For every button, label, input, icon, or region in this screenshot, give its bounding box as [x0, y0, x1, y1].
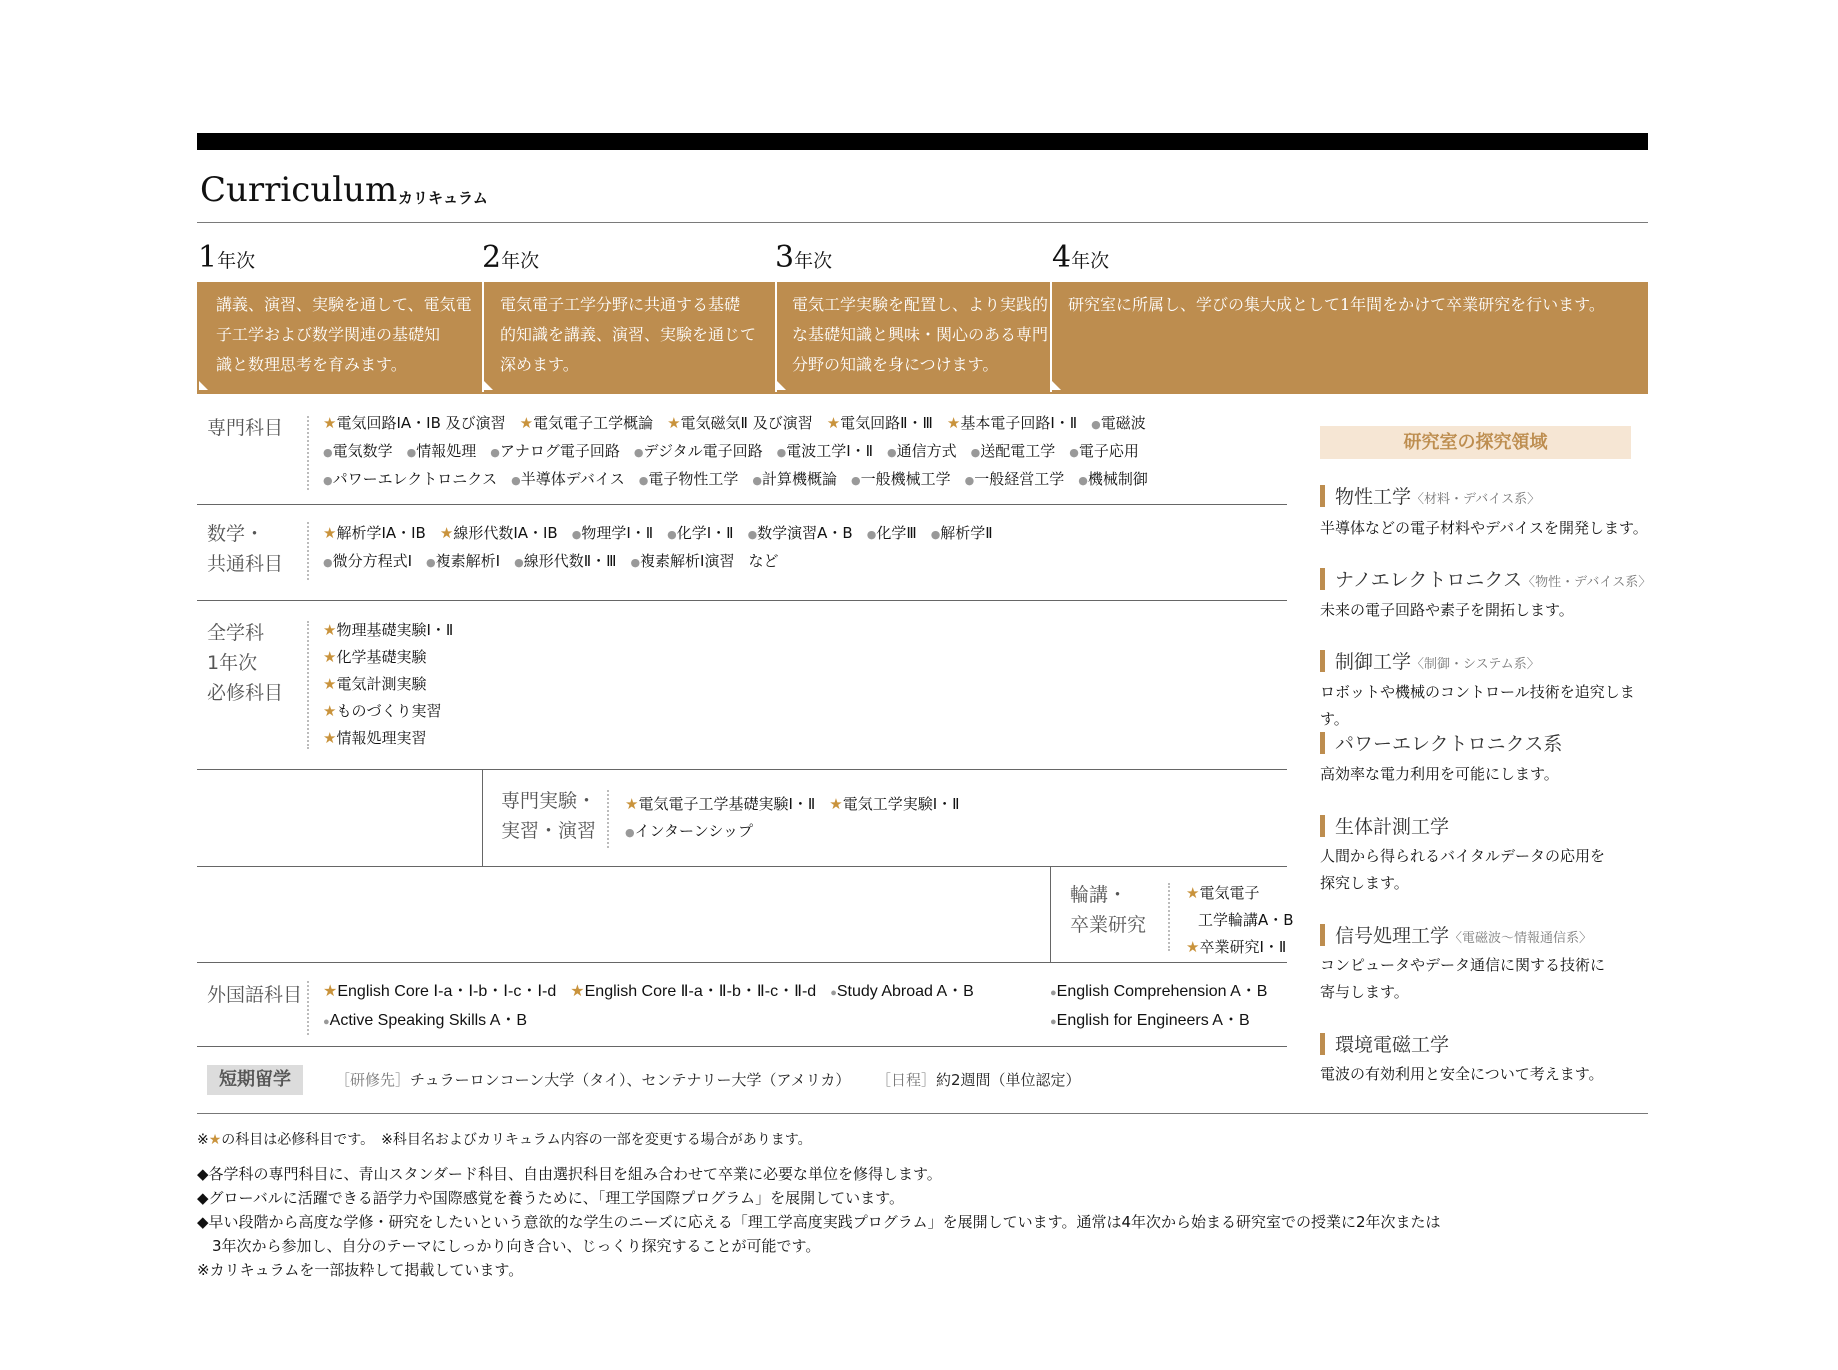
short-study-label: 短期留学 [207, 1065, 303, 1095]
category-label-senmon: 専門科目 [207, 417, 284, 439]
dotted-separator [307, 621, 309, 749]
required-note: ※★の科目は必修科目です。 ※科目名およびカリキュラム内容の一部を変更する場合があります。 [197, 1132, 812, 1148]
band-notch [484, 381, 493, 390]
subject-item: ★English Core Ⅰ-a・Ⅰ-b・Ⅰ-c・Ⅰ-d [323, 983, 557, 1000]
elective-dot-icon: ● [323, 1016, 330, 1028]
band-separator [775, 282, 777, 392]
section-divider [197, 504, 1287, 505]
subject-item: ●English for Engineers A・B [1050, 1012, 1250, 1029]
zengakka-subject-list [323, 617, 467, 752]
dotted-separator [607, 790, 609, 848]
required-star-icon: ★ [1186, 938, 1200, 956]
subject-item: ★電気電子工学基礎実験Ⅰ・Ⅱ [625, 795, 816, 813]
required-star-icon: ★ [667, 414, 681, 432]
subject-item: ★線形代数IA・IB [439, 524, 558, 542]
dotted-separator [307, 416, 309, 490]
band-separator [482, 282, 484, 392]
subject-item: ●情報処理 [406, 442, 477, 460]
dotted-separator [307, 522, 309, 580]
band-underline [197, 392, 1648, 394]
band-notch [1052, 381, 1061, 390]
subject-item: ●微分方程式Ⅰ [323, 552, 413, 570]
required-star-icon: ★ [323, 621, 337, 639]
required-star-icon: ★ [826, 414, 841, 432]
required-star-icon: ★ [323, 524, 337, 542]
subject-item: ★ものづくり実習 [323, 702, 442, 720]
research-area-title: ナノエレクトロニクス〈物性・デバイス系〉 [1320, 565, 1651, 592]
elective-dot-icon: ● [1050, 1016, 1057, 1028]
subject-item: ●Active Speaking Skills A・B [323, 1012, 528, 1029]
section-divider [197, 769, 1287, 770]
subject-item: ●線形代数Ⅱ・Ⅲ [514, 552, 617, 570]
subject-item: ●電子応用 [1069, 442, 1139, 460]
elective-dot-icon: ● [887, 446, 897, 459]
short-study-details: ［研修先］チュラーロンコーン大学（タイ）、センテナリー大学（アメリカ） ［日程］約2週間（単位認定） [335, 1071, 1081, 1089]
subject-item: ●一般経営工学 [964, 470, 1065, 488]
elective-dot-icon: ● [630, 556, 641, 569]
required-star-icon: ★ [625, 795, 639, 813]
subject-item: ●電磁波 [1091, 414, 1146, 432]
sugaku-subject-list [323, 520, 1007, 576]
elective-dot-icon: ● [830, 987, 837, 999]
required-star-icon: ★ [570, 983, 585, 1000]
required-star-icon: ★ [323, 702, 337, 720]
research-area-desc: ロボットや機械のコントロール技術を追究します。 [1320, 683, 1635, 728]
subject-item: 工学輪講A・B [1198, 911, 1294, 929]
band-separator [1050, 282, 1052, 392]
bottom-rule [197, 1113, 1648, 1114]
year-1-heading: 1年次 [198, 240, 256, 275]
title-rule [197, 222, 1648, 223]
subject-item: ●通信方式 [887, 442, 957, 460]
subject-item: ★電気計測実験 [323, 675, 427, 693]
required-star-icon: ★ [1186, 884, 1200, 902]
required-star-icon: ★ [323, 648, 337, 666]
rinko-subject-list [1186, 880, 1308, 961]
elective-dot-icon: ● [571, 528, 582, 541]
elective-dot-icon: ● [625, 826, 635, 839]
required-star-icon: ★ [519, 414, 534, 432]
elective-dot-icon: ● [1069, 446, 1079, 459]
subject-item: ●複素解析Ⅰ演習 [630, 552, 735, 570]
required-star-icon: ★ [323, 983, 338, 1000]
elective-dot-icon: ● [850, 474, 861, 487]
subject-item: ★卒業研究Ⅰ・Ⅱ [1186, 938, 1287, 956]
subject-item: など [748, 552, 779, 570]
category-label-rinko: 輪講・ 卒業研究 [1070, 884, 1147, 936]
subject-item: ★電気回路Ⅱ・Ⅲ [826, 414, 933, 432]
senmon-subject-list [323, 410, 1162, 494]
elective-dot-icon: ● [776, 446, 787, 459]
elective-dot-icon: ● [747, 528, 758, 541]
required-star-icon: ★ [323, 675, 337, 693]
year-2-heading: 2年次 [482, 240, 540, 275]
category-label-gaikokugo: 外国語科目 [207, 984, 303, 1006]
jikken-subject-list [625, 791, 974, 846]
subject-item: ★電気電子工学概論 [519, 414, 654, 432]
year4-start-line [1050, 866, 1051, 962]
elective-dot-icon: ● [406, 446, 417, 459]
subject-item: ★English Core Ⅱ-a・Ⅱ-b・Ⅱ-c・Ⅱ-d [570, 983, 817, 1000]
required-star-icon: ★ [439, 524, 454, 542]
elective-dot-icon: ● [970, 446, 981, 459]
subject-item: ★解析学IA・IB [323, 524, 426, 542]
subject-item: ●物理学Ⅰ・Ⅱ [571, 524, 654, 542]
page-title: Curriculum [200, 170, 398, 210]
research-area-title: 制御工学〈制御・システム系〉 [1320, 647, 1540, 674]
subject-item: ★電気磁気Ⅱ 及び演習 [667, 414, 813, 432]
year-3-description: 電気工学実験を配置し、より実践的 な基礎知識と興味・関心のある専門 分野の知識を身につけます。 [792, 295, 1049, 374]
gaikokugo-subject-list [323, 978, 988, 1036]
elective-dot-icon: ● [930, 528, 941, 541]
subject-item: ★化学基礎実験 [323, 648, 427, 666]
required-star-icon: ★ [829, 795, 843, 813]
research-area-desc: コンピュータやデータ通信に関する技術に 寄与します。 [1320, 956, 1606, 1001]
subject-item: ●化学Ⅲ [866, 524, 917, 542]
year-4-heading: 4年次 [1052, 240, 1110, 275]
elective-dot-icon: ● [323, 446, 333, 459]
year-4-description: 研究室に所属し、学びの集大成として1年間をかけて卒業研究を行います。 [1068, 295, 1605, 314]
subject-item: ●計算機概論 [752, 470, 837, 488]
elective-dot-icon: ● [514, 556, 524, 569]
gaikokugo-subject-list-right [1050, 978, 1281, 1036]
section-divider [197, 1046, 1287, 1047]
subject-item: ●電気数学 [323, 442, 393, 460]
required-star-icon: ★ [323, 414, 337, 432]
subject-item: ●半導体デバイス [511, 470, 625, 488]
elective-dot-icon: ● [633, 446, 644, 459]
section-divider [197, 600, 1287, 601]
band-notch [199, 381, 208, 390]
research-area-title: 生体計測工学 [1320, 812, 1449, 839]
subject-item: ●複素解析Ⅰ [426, 552, 501, 570]
subject-item: ●アナログ電子回路 [490, 442, 620, 460]
subject-item: ●機械制御 [1078, 470, 1148, 488]
research-area-desc: 電波の有効利用と安全について考えます。 [1320, 1065, 1604, 1083]
subject-item: ●電子物性工学 [638, 470, 739, 488]
subject-item: ●化学Ⅰ・Ⅱ [667, 524, 734, 542]
year-2-description: 電気電子工学分野に共通する基礎 的知識を講義、演習、実験を通じて 深めます。 [500, 295, 757, 374]
research-area-title: パワーエレクトロニクス系 [1320, 729, 1562, 756]
year2-start-line [482, 769, 483, 866]
band-notch [777, 381, 786, 390]
subject-item: ★基本電子回路Ⅰ・Ⅱ [946, 414, 1078, 432]
year-3-heading: 3年次 [775, 240, 833, 275]
research-area-desc: 未来の電子回路や素子を開拓します。 [1320, 601, 1574, 619]
required-star-icon: ★ [946, 414, 961, 432]
subject-item: ★電気工学実験Ⅰ・Ⅱ [829, 795, 960, 813]
elective-dot-icon: ● [323, 556, 333, 569]
subject-item: ●デジタル電子回路 [633, 442, 763, 460]
elective-dot-icon: ● [426, 556, 436, 569]
required-star-icon: ★ [323, 729, 337, 747]
category-label-jikken: 専門実験・ 実習・演習 [501, 790, 597, 842]
elective-dot-icon: ● [511, 474, 521, 487]
section-divider [197, 962, 1287, 963]
subject-item: ●送配電工学 [970, 442, 1056, 460]
subject-item: ★電気回路IA・IB 及び演習 [323, 414, 506, 432]
subject-item: ●インターンシップ [625, 822, 754, 840]
elective-dot-icon: ● [638, 474, 649, 487]
research-area-title: 環境電磁工学 [1320, 1030, 1449, 1057]
subject-item: ●解析学Ⅱ [930, 524, 993, 542]
page-subtitle: カリキュラム [398, 189, 488, 207]
subject-item: ●数学演習A・B [747, 524, 853, 542]
research-areas-heading: 研究室の探究領域 [1320, 426, 1631, 459]
dotted-separator [1168, 883, 1170, 951]
elective-dot-icon: ● [667, 528, 677, 541]
program-notes: ◆各学科の専門科目に、青山スタンダード科目、自由選択科目を組み合わせて卒業に必要な単位を修得します。 ◆グローバルに活躍できる語学力や国際感覚を養うために、「理工学国際プログラム」を展開しています。 ◆早い段階から高度な学修・研究をしたいという意欲的な学生のニーズに応える「理工学高度実践プログラム」を展開しています。通常は4年次から始まる研究室での授業に2年次または 3年次から参加し、自分のテーマにしっかり向き合い、じっくり探究することが可能です。 ※カリキュラムを一部抜粋して掲載しています。 [197, 1165, 1441, 1279]
top-black-bar [197, 133, 1648, 150]
subject-item: ★物理基礎実験Ⅰ・Ⅱ [323, 621, 454, 639]
subject-item: ●English Comprehension A・B [1050, 983, 1268, 1000]
elective-dot-icon: ● [964, 474, 975, 487]
subject-item: ★情報処理実習 [323, 729, 427, 747]
elective-dot-icon: ● [866, 528, 877, 541]
category-label-sugaku: 数学・ 共通科目 [207, 523, 284, 575]
research-area-desc: 人間から得られるバイタルデータの応用を 探究します。 [1320, 847, 1606, 892]
elective-dot-icon: ● [490, 446, 500, 459]
elective-dot-icon: ● [1091, 418, 1101, 431]
subject-item: ●一般機械工学 [850, 470, 951, 488]
year-1-description: 講義、演習、実験を通して、電気電 子工学および数学関連の基礎知 識と数理思考を育みます。 [216, 295, 472, 374]
research-area-title: 信号処理工学〈電磁波〜情報通信系〉 [1320, 921, 1592, 948]
elective-dot-icon: ● [1078, 474, 1088, 487]
research-area-desc: 半導体などの電子材料やデバイスを開発します。 [1320, 519, 1648, 537]
research-area-title: 物性工学〈材料・デバイス系〉 [1320, 482, 1540, 509]
dotted-separator [307, 981, 309, 1035]
research-area-desc: 高効率な電力利用を可能にします。 [1320, 765, 1559, 783]
elective-dot-icon: ● [752, 474, 762, 487]
elective-dot-icon: ● [1050, 987, 1057, 999]
elective-dot-icon: ● [323, 474, 333, 487]
section-divider [197, 866, 1287, 867]
subject-item: ●電波工学Ⅰ・Ⅱ [776, 442, 874, 460]
category-label-zengakka: 全学科 1年次 必修科目 [207, 622, 284, 704]
subject-item: ●パワーエレクトロニクス [323, 470, 498, 488]
subject-item: ★電気電子 [1186, 884, 1260, 902]
subject-item: ●Study Abroad A・B [830, 983, 974, 1000]
